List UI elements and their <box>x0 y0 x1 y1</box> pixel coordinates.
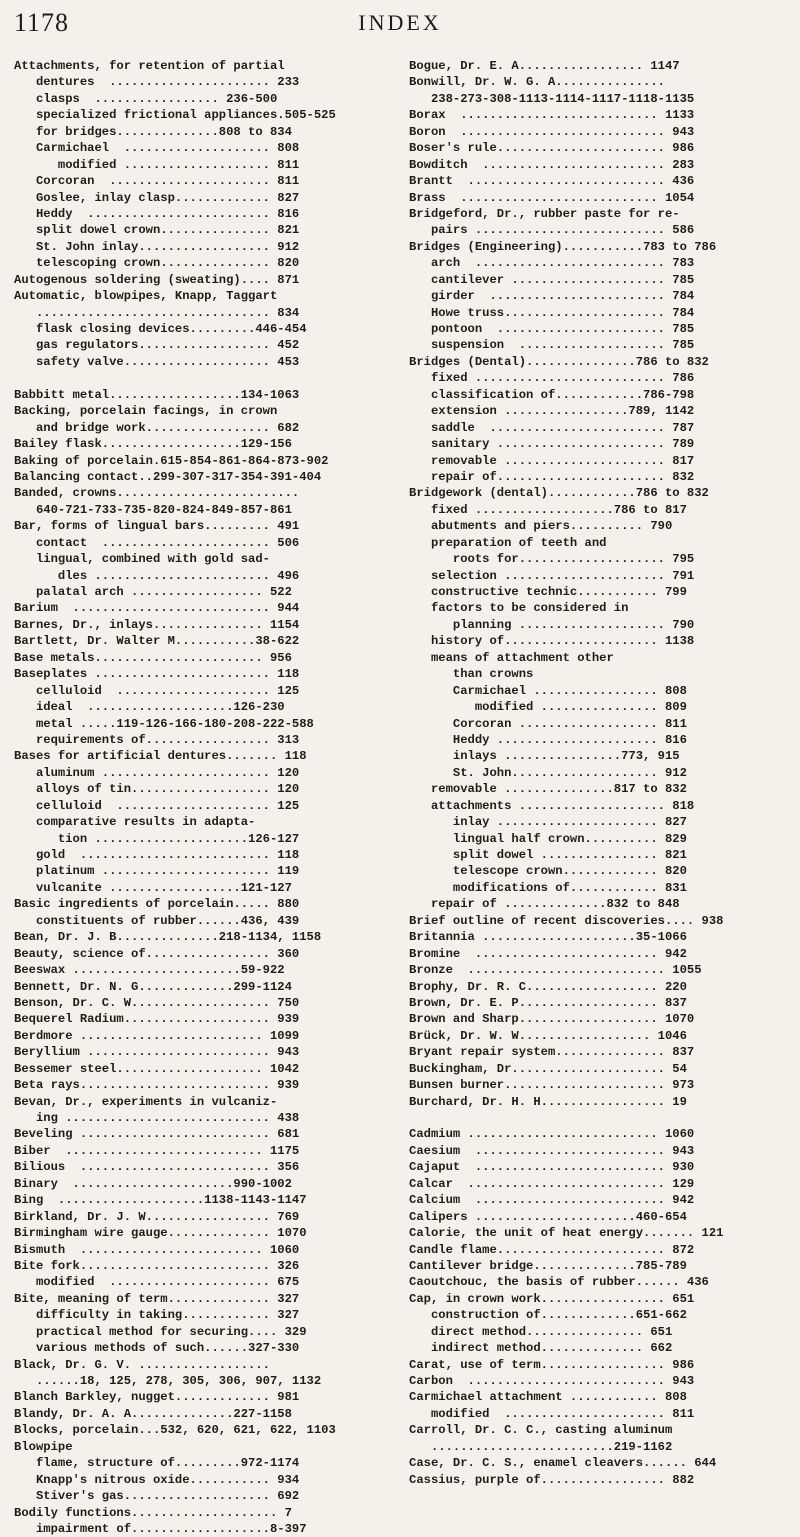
index-entry: requirements of................. 313 <box>14 732 300 747</box>
index-entry: Carmichael .................... 808 <box>14 141 300 156</box>
index-entry: Brown and Sharp................... 1070 <box>409 1012 695 1027</box>
index-entry: alloys of tin................... 120 <box>14 782 300 797</box>
index-entry: Corcoran ...................... 811 <box>14 174 300 189</box>
index-entry: Bowditch ......................... 283 <box>409 157 695 172</box>
index-entry: repair of ..............832 to 848 <box>409 897 680 912</box>
index-entry: Heddy ...................... 816 <box>409 732 687 747</box>
index-entry: Caoutchouc, the basis of rubber...... 436 <box>409 1275 709 1290</box>
index-entry: removable ...................... 817 <box>409 453 695 468</box>
index-entry: Howe truss...................... 784 <box>409 305 695 320</box>
index-entry: Carroll, Dr. C. C., casting aluminum <box>409 1423 673 1438</box>
index-entry: Corcoran ................... 811 <box>409 716 687 731</box>
index-entry: celluloid ..................... 125 <box>14 683 300 698</box>
index-entry: modified ...................... 675 <box>14 1275 300 1290</box>
index-entry: Brück, Dr. W. W.................. 1046 <box>409 1028 687 1043</box>
running-head-title: INDEX <box>358 10 442 35</box>
index-entry: dles ........................ 496 <box>14 568 300 583</box>
index-entry: Brophy, Dr. R. C.................. 220 <box>409 979 687 994</box>
index-entry: Blowpipe <box>14 1439 73 1454</box>
index-entry: Bromine ......................... 942 <box>409 946 687 961</box>
index-entry: Bing ....................1138-1143-1147 <box>14 1193 307 1208</box>
index-entry: Bridgeford, Dr., rubber paste for re- <box>409 206 680 221</box>
index-entry: Black, Dr. G. V. .................. <box>14 1357 270 1372</box>
index-entry: Beryllium ......................... 943 <box>14 1045 300 1060</box>
index-entry: 640-721-733-735-820-824-849-857-861 <box>14 502 292 517</box>
index-entry: Bronze ........................... 1055 <box>409 963 702 978</box>
index-entry: Burchard, Dr. H. H................. 19 <box>409 1094 687 1109</box>
index-entry: Blandy, Dr. A. A..............227-1158 <box>14 1406 292 1421</box>
index-entry <box>409 1110 790 1126</box>
index-entry: impairment of...................8-397 <box>14 1521 307 1536</box>
index-entry: Bonwill, Dr. W. G. A............... <box>409 75 665 90</box>
index-entry: aluminum ....................... 120 <box>14 765 300 780</box>
index-entry: Caesium .......................... 943 <box>409 1143 695 1158</box>
index-entry: Cantilever bridge..............785-789 <box>409 1258 687 1273</box>
index-entry: palatal arch .................. 522 <box>14 585 292 599</box>
index-entry: Cap, in crown work................. 651 <box>409 1291 695 1306</box>
index-entry: gold .......................... 118 <box>14 848 300 862</box>
index-entry: and bridge work................. 682 <box>14 420 300 435</box>
index-entry: for bridges..............808 to 834 <box>14 124 292 139</box>
index-entry: Carat, use of term................. 986 <box>409 1357 695 1372</box>
index-entry: Bennett, Dr. N. G.............299-1124 <box>14 979 292 994</box>
index-entry: Bunsen burner...................... 973 <box>409 1078 695 1093</box>
index-entry: St. John inlay.................. 912 <box>14 239 300 254</box>
index-entry: Britannia .....................35-1066 <box>409 930 687 945</box>
index-entry: split dowel ................ 821 <box>409 848 687 862</box>
index-entry: classification of............786-798 <box>409 387 695 402</box>
index-entry: Bite fork.......................... 326 <box>14 1258 300 1273</box>
index-entry: modified ................ 809 <box>409 700 687 715</box>
index-entry: Beta rays.......................... 939 <box>14 1078 300 1093</box>
index-entry: preparation of teeth and <box>409 535 607 550</box>
index-entry: Cadmium .......................... 1060 <box>409 1127 695 1142</box>
index-columns <box>14 58 790 1536</box>
index-entry: Bismuth ......................... 1060 <box>14 1242 300 1257</box>
index-entry: Calorie, the unit of heat energy....... 121 <box>409 1226 724 1241</box>
index-entry: Heddy ......................... 816 <box>14 206 300 221</box>
index-entry: platinum ....................... 119 <box>14 864 300 879</box>
index-entry: practical method for securing.... 329 <box>14 1324 307 1339</box>
index-entry: split dowel crown............... 821 <box>14 223 300 238</box>
index-entry: modifications of............ 831 <box>409 880 687 895</box>
index-entry: tion .....................126-127 <box>14 831 300 846</box>
index-entry: clasps ................. 236-500 <box>14 91 278 106</box>
index-entry: Bean, Dr. J. B..............218-1134, 1158 <box>14 930 322 945</box>
index-entry: Bridges (Engineering)...........783 to 786 <box>409 239 717 254</box>
index-entry: Cajaput .......................... 930 <box>409 1160 695 1175</box>
index-entry: Brantt ........................... 436 <box>409 174 695 189</box>
index-entry: Blanch Barkley, nugget............. 981 <box>14 1390 300 1405</box>
index-entry: arch .......................... 783 <box>409 256 695 271</box>
index-entry: girder ........................ 784 <box>409 289 695 304</box>
index-entry: 238-273-308-1113-1114-1117-1118-1135 <box>409 91 695 106</box>
index-entry: selection ...................... 791 <box>409 568 695 583</box>
index-entry: vulcanite ..................121-127 <box>14 880 292 895</box>
index-entry: Cassius, purple of................. 882 <box>409 1472 695 1487</box>
index-entry: history of..................... 1138 <box>409 634 695 649</box>
index-entry: abutments and piers.......... 790 <box>409 519 673 534</box>
index-entry: ing ............................ 438 <box>14 1111 300 1125</box>
index-entry <box>14 370 395 386</box>
index-entry: modified ...................... 811 <box>409 1406 695 1421</box>
index-entry: Babbitt metal..................134-1063 <box>14 387 300 402</box>
page-header <box>14 8 786 44</box>
index-entry: Brass ........................... 1054 <box>409 190 695 205</box>
index-entry: Carmichael attachment ............ 808 <box>409 1390 687 1405</box>
index-entry: ideal ....................126-230 <box>14 700 285 715</box>
index-entry: Candle flame....................... 872 <box>409 1242 695 1257</box>
index-entry: telescoping crown............... 820 <box>14 256 300 271</box>
index-entry: contact ....................... 506 <box>14 535 300 550</box>
index-entry: planning .................... 790 <box>409 617 695 632</box>
index-entry: Barium ........................... 944 <box>14 601 300 616</box>
index-entry: Berdmore ......................... 1099 <box>14 1028 300 1043</box>
index-entry: than crowns <box>409 667 534 682</box>
index-entry: Bite, meaning of term.............. 327 <box>14 1291 300 1306</box>
index-entry: Brief outline of recent discoveries.... 938 <box>409 913 724 928</box>
index-entry: Benson, Dr. C. W................... 750 <box>14 995 300 1010</box>
index-entry: constituents of rubber......436, 439 <box>14 913 300 928</box>
index-entry: Carbon ........................... 943 <box>409 1374 695 1388</box>
index-entry: Beauty, science of................. 360 <box>14 946 300 961</box>
index-entry: Boser's rule....................... 986 <box>409 141 695 156</box>
index-entry: factors to be considered in <box>409 601 629 616</box>
index-entry: suspension .................... 785 <box>409 338 695 353</box>
index-entry: Stiver's gas.................... 692 <box>14 1489 300 1504</box>
index-entry: removable ...............817 to 832 <box>409 782 687 797</box>
index-entry: lingual half crown.......... 829 <box>409 831 687 846</box>
index-entry: ......18, 125, 278, 305, 306, 907, 1132 <box>14 1374 322 1388</box>
index-entry: .........................219-1162 <box>409 1439 673 1454</box>
index-entry: Binary ......................990-1002 <box>14 1176 292 1191</box>
index-entry: Brown, Dr. E. P................... 837 <box>409 995 687 1010</box>
index-entry: various methods of such......327-330 <box>14 1341 300 1356</box>
index-entry: fixed ...................786 to 817 <box>409 502 687 517</box>
index-entry: Backing, porcelain facings, in crown <box>14 404 278 419</box>
index-entry: constructive technic........... 799 <box>409 585 687 599</box>
index-column-left <box>14 58 395 1536</box>
index-entry: Calcar ........................... 129 <box>409 1176 695 1191</box>
index-entry: fixed .......................... 786 <box>409 371 695 386</box>
index-entry: Bequerel Radium.................... 939 <box>14 1012 300 1027</box>
index-entry: Beveling .......................... 681 <box>14 1127 300 1142</box>
index-entry: Bar, forms of lingual bars......... 491 <box>14 519 300 534</box>
index-entry: construction of.............651-662 <box>409 1308 687 1323</box>
index-entry: Banded, crowns......................... <box>14 486 300 501</box>
index-entry: Bryant repair system............... 837 <box>409 1045 695 1060</box>
index-entry: indirect method.............. 662 <box>409 1341 673 1356</box>
index-entry: pairs .......................... 586 <box>409 223 695 238</box>
index-entry: pontoon ....................... 785 <box>409 322 695 336</box>
index-entry: Bilious .......................... 356 <box>14 1160 300 1175</box>
index-entry: Basic ingredients of porcelain..... 880 <box>14 897 300 912</box>
index-entry: modified .................... 811 <box>14 157 300 172</box>
index-entry: repair of....................... 832 <box>409 469 695 484</box>
index-entry: cantilever ..................... 785 <box>409 272 695 287</box>
page-number: 1178 <box>14 8 70 37</box>
index-entry: Bessemer steel.................... 1042 <box>14 1061 300 1076</box>
index-entry: Bodily functions.................... 7 <box>14 1505 292 1520</box>
index-entry: extension .................789, 1142 <box>409 404 695 419</box>
index-entry: Case, Dr. C. S., enamel cleavers...... 644 <box>409 1456 717 1471</box>
index-entry: celluloid ..................... 125 <box>14 798 300 813</box>
index-entry: St. John.................... 912 <box>409 765 687 780</box>
index-entry: Autogenous soldering (sweating).... 871 <box>14 272 300 287</box>
index-entry: Bailey flask...................129-156 <box>14 437 292 452</box>
index-entry: roots for.................... 795 <box>409 552 695 567</box>
index-entry: sanitary ....................... 789 <box>409 437 695 452</box>
index-entry: difficulty in taking............ 327 <box>14 1308 300 1323</box>
index-entry: Goslee, inlay clasp............. 827 <box>14 190 300 205</box>
index-entry: Borax ........................... 1133 <box>409 108 695 123</box>
index-entry: Birkland, Dr. J. W................. 769 <box>14 1209 300 1224</box>
index-entry: Base metals....................... 956 <box>14 650 292 665</box>
index-entry: Bevan, Dr., experiments in vulcaniz- <box>14 1094 278 1109</box>
index-entry: Attachments, for retention of partial <box>14 59 285 73</box>
index-entry: Carmichael ................. 808 <box>409 683 687 698</box>
index-entry: Baking of porcelain.615-854-861-864-873-902 <box>14 453 329 468</box>
index-entry: Bridgework (dental)............786 to 832 <box>409 486 709 501</box>
index-entry: Biber ........................... 1175 <box>14 1143 300 1158</box>
index-entry: Barnes, Dr., inlays............... 1154 <box>14 617 300 632</box>
index-entry: Knapp's nitrous oxide........... 934 <box>14 1472 300 1487</box>
index-entry: Bridges (Dental)...............786 to 832 <box>409 354 709 369</box>
index-entry: Beeswax .......................59-922 <box>14 963 285 978</box>
index-entry: Bogue, Dr. E. A................. 1147 <box>409 59 680 73</box>
index-entry: Birmingham wire gauge.............. 1070 <box>14 1226 307 1241</box>
index-entry: comparative results in adapta- <box>14 815 256 830</box>
index-entry: Bases for artificial dentures....... 118 <box>14 749 307 764</box>
index-entry: lingual, combined with gold sad- <box>14 552 270 567</box>
index-entry: inlays ................773, 915 <box>409 749 680 764</box>
index-entry: flame, structure of.........972-1174 <box>14 1456 300 1471</box>
index-column-right <box>409 58 790 1487</box>
index-entry: Buckingham, Dr..................... 54 <box>409 1061 687 1076</box>
index-entry: Blocks, porcelain...532, 620, 621, 622, 1103 <box>14 1423 336 1438</box>
index-entry: inlay ...................... 827 <box>409 815 687 830</box>
index-entry: safety valve.................... 453 <box>14 354 300 369</box>
index-entry: saddle ........................ 787 <box>409 420 695 435</box>
index-entry: flask closing devices.........446-454 <box>14 322 307 336</box>
index-entry: Automatic, blowpipes, Knapp, Taggart <box>14 289 278 304</box>
index-entry: Boron ............................ 943 <box>409 124 695 139</box>
index-entry: dentures ...................... 233 <box>14 75 300 90</box>
index-entry: Bartlett, Dr. Walter M...........38-622 <box>14 634 300 649</box>
index-entry: telescope crown............. 820 <box>409 864 687 879</box>
index-entry: metal .....119-126-166-180-208-222-588 <box>14 716 314 731</box>
index-entry: direct method................ 651 <box>409 1324 673 1339</box>
index-entry: Balancing contact..299-307-317-354-391-404 <box>14 469 322 484</box>
index-entry: Calcium .......................... 942 <box>409 1193 695 1208</box>
index-entry: attachments .................... 818 <box>409 798 695 813</box>
index-entry: Baseplates ........................ 118 <box>14 667 300 682</box>
index-entry: specialized frictional appliances.505-525 <box>14 108 336 123</box>
index-entry: means of attachment other <box>409 650 614 665</box>
index-entry: Calipers ......................460-654 <box>409 1209 687 1224</box>
index-entry: ................................ 834 <box>14 305 300 320</box>
index-entry: gas regulators.................. 452 <box>14 338 300 353</box>
